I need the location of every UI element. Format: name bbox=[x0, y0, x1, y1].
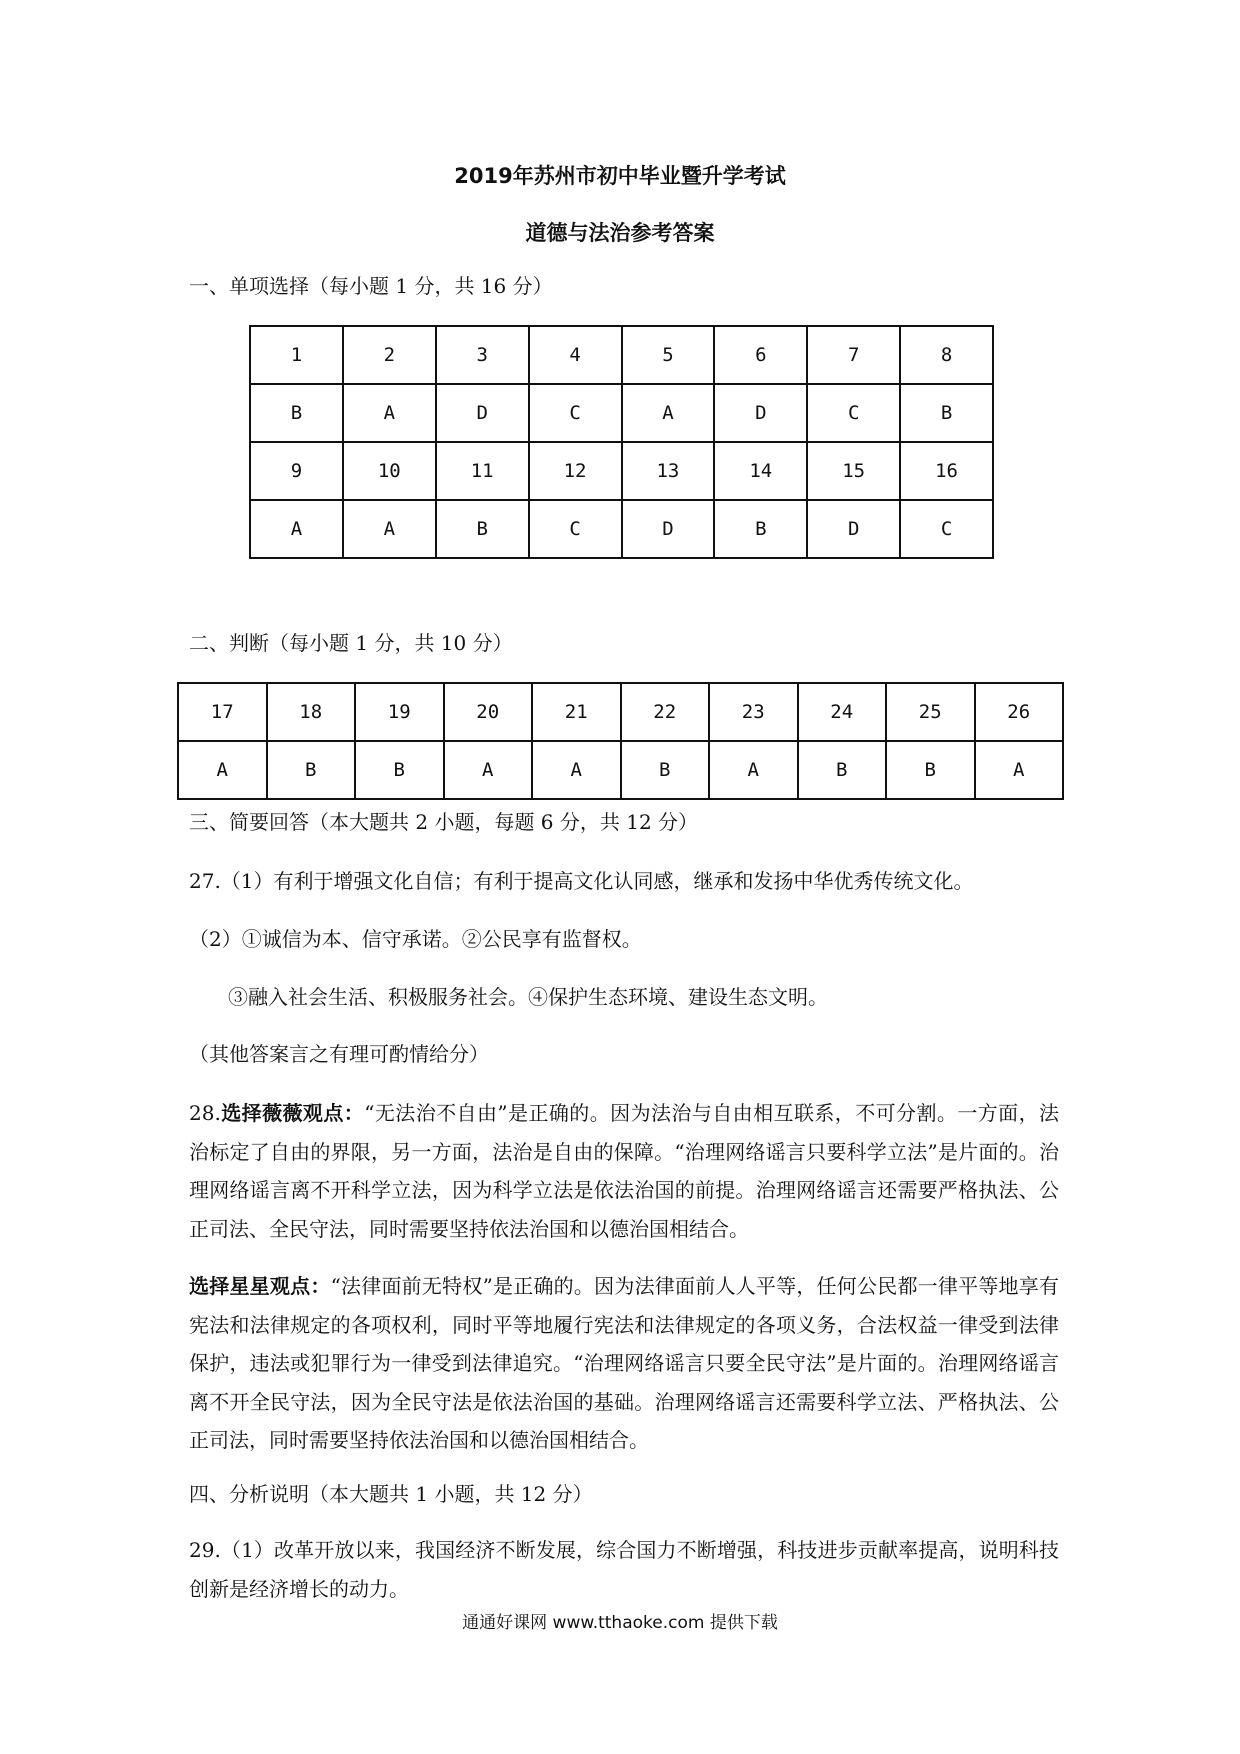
mc-row bbox=[250, 384, 993, 442]
section2-heading: 二、判断（每小题 1 分，共 10 分） bbox=[189, 631, 513, 655]
question-number-cell: 2 bbox=[343, 326, 436, 384]
true-false-answer-table bbox=[177, 682, 1064, 800]
q28b-option-label: 选择星星观点： bbox=[189, 1274, 331, 1298]
q27-part2-line1: （2）①诚信为本、信守承诺。②公民享有监督权。 bbox=[189, 927, 642, 951]
answer-cell: A bbox=[343, 384, 436, 442]
q28-number: 28. bbox=[189, 1101, 221, 1125]
question-number-cell: 12 bbox=[529, 442, 622, 500]
answer-cell: D bbox=[622, 500, 715, 558]
answer-cell: A bbox=[444, 741, 533, 799]
mc-row bbox=[250, 500, 993, 558]
answer-cell: D bbox=[807, 500, 900, 558]
answer-cell: C bbox=[807, 384, 900, 442]
question-number-cell: 14 bbox=[714, 442, 807, 500]
answer-cell: B bbox=[798, 741, 887, 799]
answer-cell: B bbox=[250, 384, 343, 442]
question-number-cell: 5 bbox=[622, 326, 715, 384]
question-number-cell: 22 bbox=[621, 683, 710, 741]
q28-text: “无法治不自由”是正确的。因为法治与自由相互联系，不可分割。一方面，法治标定了自由的界限，另一方面，法治是自由的保障。“治理网络谣言只要科学立法”是片面的。治理网络谣言离不开科学立法，因为科学立法是依法治国的前提。治理网络谣言还需要严格执法、公正司法、全民守法，同时需要坚持依法治国和以德治国相结合。 bbox=[189, 1101, 1060, 1241]
tf-row bbox=[178, 683, 1063, 741]
answer-cell: B bbox=[900, 384, 993, 442]
mc-row bbox=[250, 326, 993, 384]
mc-row bbox=[250, 442, 993, 500]
q28-answer-xingxing bbox=[189, 1267, 1059, 1460]
q28b-text: “法律面前无特权”是正确的。因为法律面前人人平等，任何公民都一律平等地享有宪法和法律规定的各项权利，同时平等地履行宪法和法律规定的各项义务，合法权益一律受到法律保护，违法或犯罪行为一律受到法律追究。“治理网络谣言只要全民守法”是片面的。治理网络谣言离不开全民守法，因为全民守法是依法治国的基础。治理网络谣言还需要科学立法、严格执法、公正司法，同时需要坚持依法治国和以德治国相结合。 bbox=[189, 1274, 1060, 1452]
question-number-cell: 4 bbox=[529, 326, 622, 384]
page-title: 2019年苏州市初中毕业暨升学考试 bbox=[454, 164, 786, 188]
answer-cell: C bbox=[529, 500, 622, 558]
answer-cell: A bbox=[178, 741, 267, 799]
question-number-cell: 11 bbox=[436, 442, 529, 500]
answer-cell: B bbox=[436, 500, 529, 558]
answer-cell: A bbox=[975, 741, 1064, 799]
question-number-cell: 6 bbox=[714, 326, 807, 384]
answer-cell: B bbox=[621, 741, 710, 799]
answer-cell: A bbox=[622, 384, 715, 442]
tf-row bbox=[178, 741, 1063, 799]
section1-heading: 一、单项选择（每小题 1 分，共 16 分） bbox=[189, 274, 553, 298]
question-number-cell: 15 bbox=[807, 442, 900, 500]
question-number-cell: 23 bbox=[709, 683, 798, 741]
question-number-cell: 16 bbox=[900, 442, 993, 500]
answer-cell: B bbox=[267, 741, 356, 799]
question-number-cell: 17 bbox=[178, 683, 267, 741]
section3-heading: 三、简要回答（本大题共 2 小题，每题 6 分，共 12 分） bbox=[189, 810, 699, 834]
question-number-cell: 1 bbox=[250, 326, 343, 384]
q27-part1: 27.（1）有利于增强文化自信；有利于提高文化认同感，继承和发扬中华优秀传统文化。 bbox=[189, 869, 974, 893]
q28-option-label: 选择薇薇观点： bbox=[220, 1101, 365, 1125]
question-number-cell: 8 bbox=[900, 326, 993, 384]
q28-answer-weiwei bbox=[189, 1094, 1059, 1248]
answer-cell: A bbox=[532, 741, 621, 799]
question-number-cell: 13 bbox=[622, 442, 715, 500]
answer-cell: B bbox=[355, 741, 444, 799]
answer-cell: A bbox=[250, 500, 343, 558]
answer-cell: C bbox=[529, 384, 622, 442]
question-number-cell: 19 bbox=[355, 683, 444, 741]
answer-cell: A bbox=[709, 741, 798, 799]
answer-cell: D bbox=[714, 384, 807, 442]
question-number-cell: 10 bbox=[343, 442, 436, 500]
q27-note: （其他答案言之有理可酌情给分） bbox=[189, 1042, 489, 1066]
multiple-choice-answer-table bbox=[249, 325, 994, 559]
answer-cell: A bbox=[343, 500, 436, 558]
q29-part1: 29.（1）改革开放以来，我国经济不断发展，综合国力不断增强，科技进步贡献率提高，说明科技创新是经济增长的动力。 bbox=[189, 1538, 1059, 1601]
q27-part2-line2: ③融入社会生活、积极服务社会。④保护生态环境、建设生态文明。 bbox=[228, 985, 828, 1009]
answer-cell: B bbox=[714, 500, 807, 558]
section4-heading: 四、分析说明（本大题共 1 小题，共 12 分） bbox=[189, 1482, 593, 1506]
answer-cell: B bbox=[886, 741, 975, 799]
question-number-cell: 3 bbox=[436, 326, 529, 384]
page-subtitle: 道德与法治参考答案 bbox=[525, 221, 715, 245]
question-number-cell: 18 bbox=[267, 683, 356, 741]
question-number-cell: 25 bbox=[886, 683, 975, 741]
question-number-cell: 20 bbox=[444, 683, 533, 741]
question-number-cell: 9 bbox=[250, 442, 343, 500]
question-number-cell: 24 bbox=[798, 683, 887, 741]
question-number-cell: 7 bbox=[807, 326, 900, 384]
footer-download-note: 通通好课网 www.tthaoke.com 提供下载 bbox=[462, 1613, 778, 1633]
question-number-cell: 26 bbox=[975, 683, 1064, 741]
answer-cell: C bbox=[900, 500, 993, 558]
question-number-cell: 21 bbox=[532, 683, 621, 741]
answer-cell: D bbox=[436, 384, 529, 442]
